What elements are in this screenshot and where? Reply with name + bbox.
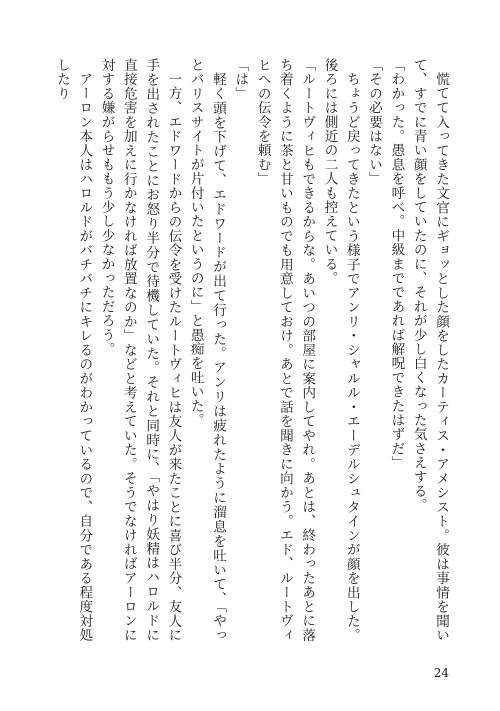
paragraph-3: 「その必要はない」 <box>366 58 383 186</box>
paragraph-2: 「わかった。愚息を呼べ。中級までであれば解呪できたはずだ」 <box>388 58 405 470</box>
body-text <box>51 58 452 642</box>
paragraph-4: ちょうど戻ってきたという様子でアンリ・シャルル・エーデルシュタインが顔を出した。後ろには側近の二人も控えている。 <box>321 58 360 642</box>
paragraph-1: 慌てて入ってきた文官にギョッとした顔をしたカーティス・アメシスト。彼は事情を聞いて、すでに青い顔をしていたのに、それが少し白くなった気さえする。 <box>410 58 449 642</box>
paragraph-8: 一方、エドワードからの伝令を受けたルートヴィヒは友人が来たことに喜び半分、友人に手を出されたことにお怒り半分で待機していた。それと同時に、「やはり妖精はハロルドに直接危害を加えに行かなければ放置なのか」などと考えていた。そうでなければアーロンに対する嫌がらせももう少し少なかっただろう。 <box>98 58 182 642</box>
page-number: 24 <box>433 666 449 680</box>
paragraph-6: 「は」 <box>232 58 249 101</box>
paragraph-9: アーロン本人はハロルドがバチバチにキレるのがわかっているので、自分である程度対処したり <box>53 58 93 642</box>
paragraph-5: 「ルートヴィヒもできるからな。あいつの部屋に案内してやれ。あとは、終わったあとに落ち着くように茶と甘いものでも用意しておけ。あとで話を聞きに向かう。エド、ルートヴィヒへの伝令を頼む」 <box>254 58 316 642</box>
paragraph-7: 軽く頭を下げて、エドワードが出て行った。アンリは疲れたように溜息を吐いて、「やっとバリスサイトが片付いたというのに」と愚痴を吐いた。 <box>187 58 227 642</box>
